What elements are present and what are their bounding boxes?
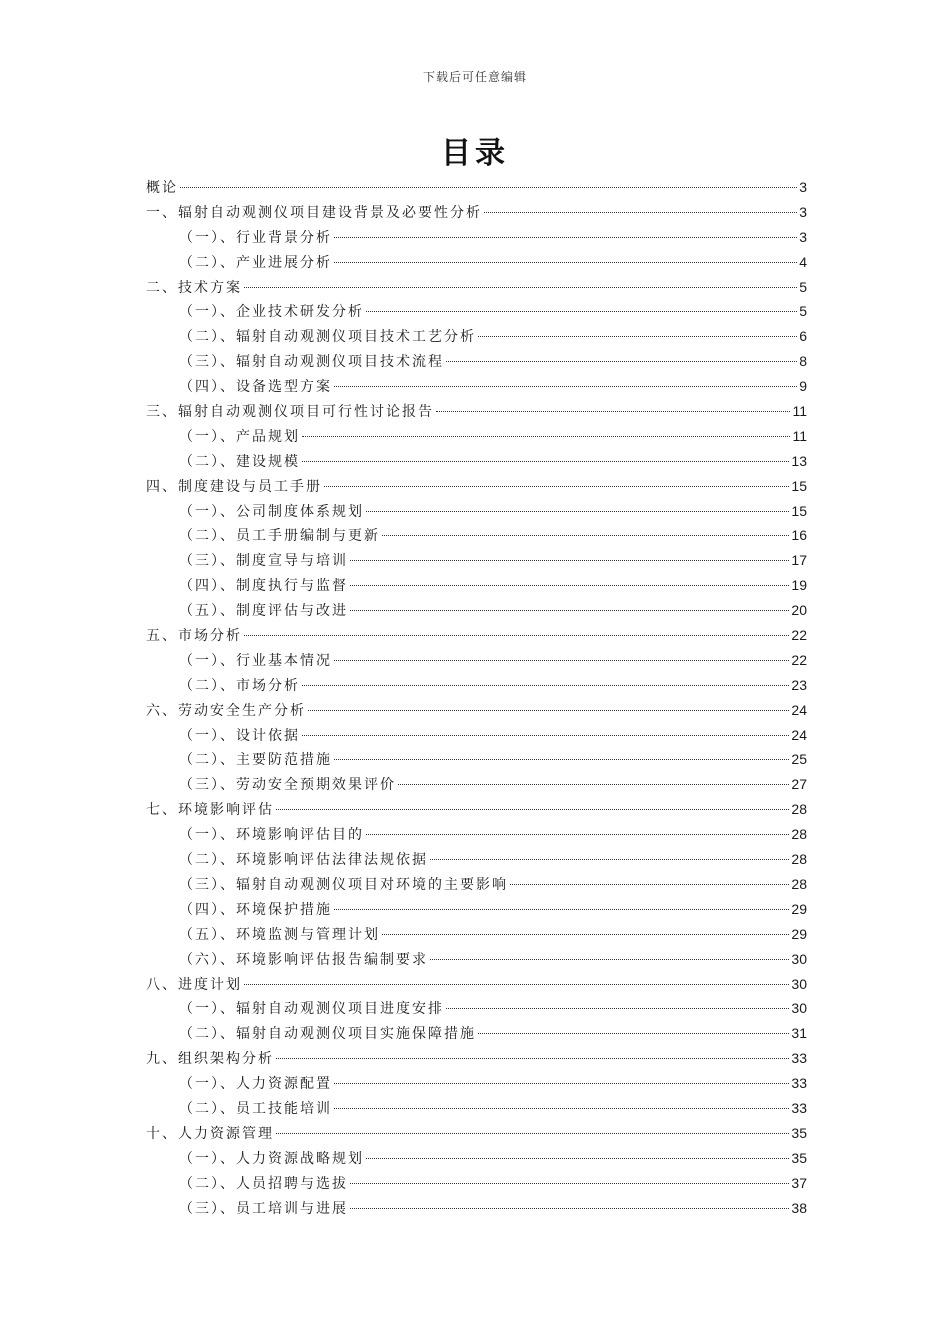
toc-page-number: 27 <box>791 776 807 793</box>
toc-dot-leader <box>334 759 789 760</box>
toc-entry-label: （一）、辐射自动观测仪项目进度安排 <box>179 1001 444 1018</box>
toc-dot-leader <box>324 486 789 487</box>
toc-dot-leader <box>276 1133 789 1134</box>
toc-page-number: 33 <box>791 1099 807 1116</box>
toc-dot-leader <box>430 959 789 960</box>
toc-chapter-entry[interactable] <box>146 1046 807 1071</box>
toc-entry-label: （二）、产业进展分析 <box>179 254 332 271</box>
toc-page-number: 8 <box>799 353 807 370</box>
toc-section-entry[interactable] <box>146 1096 807 1121</box>
toc-page-number: 28 <box>791 875 807 892</box>
toc-section-entry[interactable] <box>146 374 807 399</box>
toc-entry-label: （三）、劳动安全预期效果评价 <box>179 777 396 794</box>
toc-dot-leader <box>302 685 789 686</box>
toc-page-number: 5 <box>799 303 807 320</box>
toc-page-number: 30 <box>791 950 807 967</box>
toc-dot-leader <box>510 884 789 885</box>
toc-section-entry[interactable] <box>146 499 807 524</box>
toc-entry-label: 六、劳动安全生产分析 <box>146 702 306 719</box>
toc-section-entry[interactable] <box>146 424 807 449</box>
toc-page-number: 35 <box>791 1149 807 1166</box>
download-note: 下载后可任意编辑 <box>422 70 527 84</box>
toc-entry-label: （五）、制度评估与改进 <box>179 603 348 620</box>
toc-entry-label: （二）、主要防范措施 <box>179 752 332 769</box>
toc-page-number: 37 <box>791 1174 807 1191</box>
toc-dot-leader <box>244 984 789 985</box>
table-of-contents <box>146 175 807 1220</box>
toc-dot-leader <box>308 710 789 711</box>
toc-entry-label: 二、技术方案 <box>146 279 242 296</box>
toc-page-number: 22 <box>791 651 807 668</box>
toc-entry-label: （二）、辐射自动观测仪项目技术工艺分析 <box>179 329 476 346</box>
toc-page-number: 29 <box>791 900 807 917</box>
toc-page-number: 22 <box>791 627 807 644</box>
toc-dot-leader <box>334 1108 789 1109</box>
toc-dot-leader <box>446 1008 789 1009</box>
toc-entry-label: （三）、制度宣导与培训 <box>179 553 348 570</box>
toc-dot-leader <box>334 237 797 238</box>
toc-entry-label: （二）、辐射自动观测仪项目实施保障措施 <box>179 1026 476 1043</box>
toc-entry-label: （一）、设计依据 <box>179 727 300 744</box>
toc-dot-leader <box>180 187 797 188</box>
toc-entry-label: （四）、设备选型方案 <box>179 379 332 396</box>
toc-page-number: 20 <box>791 602 807 619</box>
toc-dot-leader <box>484 212 797 213</box>
toc-page-number: 5 <box>799 278 807 295</box>
toc-section-entry[interactable] <box>146 299 807 324</box>
toc-dot-leader <box>478 336 797 337</box>
toc-page-number: 35 <box>791 1124 807 1141</box>
toc-section-entry[interactable] <box>146 897 807 922</box>
toc-section-entry[interactable] <box>146 1196 807 1221</box>
toc-entry-label: （二）、环境影响评估法律法规依据 <box>179 852 428 869</box>
toc-page-number: 11 <box>792 427 807 444</box>
toc-page-number: 25 <box>791 751 807 768</box>
toc-section-entry[interactable] <box>146 1171 807 1196</box>
toc-section-entry[interactable] <box>146 349 807 374</box>
toc-entry-label: 八、进度计划 <box>146 976 242 993</box>
toc-section-entry[interactable] <box>146 822 807 847</box>
toc-section-entry[interactable] <box>146 723 807 748</box>
toc-dot-leader <box>276 809 789 810</box>
toc-dot-leader <box>398 784 789 785</box>
toc-dot-leader <box>302 436 790 437</box>
toc-entry-label: （五）、环境监测与管理计划 <box>179 926 380 943</box>
toc-page-number: 4 <box>799 253 807 270</box>
toc-page-number: 29 <box>791 925 807 942</box>
toc-entry-label: （一）、公司制度体系规划 <box>179 503 364 520</box>
toc-section-entry[interactable] <box>146 449 807 474</box>
toc-dot-leader <box>382 535 789 536</box>
toc-entry-label: 十、人力资源管理 <box>146 1125 274 1142</box>
toc-page-number: 17 <box>791 552 807 569</box>
toc-dot-leader <box>366 834 789 835</box>
toc-section-entry[interactable] <box>146 847 807 872</box>
toc-section-entry[interactable] <box>146 1146 807 1171</box>
toc-chapter-entry[interactable] <box>146 399 807 424</box>
toc-section-entry[interactable] <box>146 1071 807 1096</box>
toc-dot-leader <box>382 934 789 935</box>
toc-page-number: 33 <box>791 1050 807 1067</box>
toc-page-number: 3 <box>799 228 807 245</box>
toc-page-number: 28 <box>791 801 807 818</box>
toc-dot-leader <box>350 610 789 611</box>
toc-entry-label: （三）、辐射自动观测仪项目技术流程 <box>179 354 444 371</box>
toc-chapter-entry[interactable] <box>146 972 807 997</box>
toc-dot-leader <box>366 511 789 512</box>
toc-section-entry[interactable] <box>146 673 807 698</box>
toc-page-number: 15 <box>791 477 807 494</box>
toc-entry-label: （二）、市场分析 <box>179 677 300 694</box>
toc-entry-label: （一）、行业基本情况 <box>179 652 332 669</box>
toc-section-entry[interactable] <box>146 548 807 573</box>
toc-page-number: 6 <box>799 328 807 345</box>
toc-dot-leader <box>334 909 789 910</box>
toc-section-entry[interactable] <box>146 648 807 673</box>
toc-chapter-entry[interactable] <box>146 1121 807 1146</box>
toc-page-number: 9 <box>799 378 807 395</box>
toc-page-number: 3 <box>799 203 807 220</box>
toc-page-number: 38 <box>791 1199 807 1216</box>
toc-chapter-entry[interactable] <box>146 797 807 822</box>
toc-entry-label: 四、制度建设与员工手册 <box>146 478 322 495</box>
toc-dot-leader <box>366 311 797 312</box>
toc-entry-label: （二）、建设规模 <box>179 453 300 470</box>
toc-section-entry[interactable] <box>146 947 807 972</box>
toc-dot-leader <box>350 1183 789 1184</box>
toc-chapter-entry[interactable] <box>146 175 807 200</box>
toc-dot-leader <box>334 1083 789 1084</box>
toc-page-number: 11 <box>792 403 807 420</box>
toc-dot-leader <box>478 1033 789 1034</box>
toc-entry-label: 概论 <box>146 180 178 196</box>
toc-entry-label: （四）、制度执行与监督 <box>179 578 348 595</box>
toc-section-entry[interactable] <box>146 573 807 598</box>
toc-dot-leader <box>334 660 789 661</box>
toc-entry-label: （二）、员工技能培训 <box>179 1100 332 1117</box>
toc-entry-label: （二）、人员招聘与选拔 <box>179 1175 348 1192</box>
toc-dot-leader <box>302 461 789 462</box>
toc-entry-label: （一）、行业背景分析 <box>179 229 332 246</box>
toc-page-number: 19 <box>791 577 807 594</box>
toc-dot-leader <box>430 859 789 860</box>
toc-entry-label: 五、市场分析 <box>146 628 242 645</box>
toc-dot-leader <box>302 735 789 736</box>
toc-page-number: 30 <box>791 1000 807 1017</box>
toc-entry-label: （三）、员工培训与进展 <box>179 1200 348 1217</box>
toc-section-entry[interactable] <box>146 996 807 1021</box>
toc-page-number: 31 <box>791 1025 807 1042</box>
toc-entry-label: （六）、环境影响评估报告编制要求 <box>179 951 428 968</box>
toc-page-number: 13 <box>791 452 807 469</box>
toc-chapter-entry[interactable] <box>146 200 807 225</box>
toc-dot-leader <box>350 1208 789 1209</box>
toc-dot-leader <box>334 262 797 263</box>
toc-dot-leader <box>366 1158 789 1159</box>
toc-section-entry[interactable] <box>146 250 807 275</box>
toc-chapter-entry[interactable] <box>146 275 807 300</box>
toc-section-entry[interactable] <box>146 747 807 772</box>
toc-entry-label: 九、组织架构分析 <box>146 1051 274 1068</box>
toc-section-entry[interactable] <box>146 872 807 897</box>
toc-entry-label: （四）、环境保护措施 <box>179 901 332 918</box>
toc-dot-leader <box>350 585 789 586</box>
toc-entry-label: （三）、辐射自动观测仪项目对环境的主要影响 <box>179 876 508 893</box>
toc-page-number: 24 <box>791 701 807 718</box>
toc-entry-label: 七、环境影响评估 <box>146 802 274 819</box>
toc-page-number: 23 <box>791 676 807 693</box>
toc-dot-leader <box>350 560 789 561</box>
toc-section-entry[interactable] <box>146 772 807 797</box>
toc-entry-label: （一）、企业技术研发分析 <box>179 304 364 321</box>
toc-section-entry[interactable] <box>146 1021 807 1046</box>
toc-entry-label: （一）、环境影响评估目的 <box>179 827 364 844</box>
toc-page-number: 3 <box>799 179 807 195</box>
toc-section-entry[interactable] <box>146 598 807 623</box>
toc-section-entry[interactable] <box>146 922 807 947</box>
toc-entry-label: （一）、人力资源配置 <box>179 1076 332 1093</box>
toc-dot-leader <box>276 1058 789 1059</box>
toc-entry-label: 三、辐射自动观测仪项目可行性讨论报告 <box>146 404 434 421</box>
toc-page-number: 24 <box>791 726 807 743</box>
toc-dot-leader <box>334 386 797 387</box>
toc-dot-leader <box>244 635 789 636</box>
toc-entry-label: （二）、员工手册编制与更新 <box>179 528 380 545</box>
toc-page-number: 30 <box>791 975 807 992</box>
toc-dot-leader <box>436 411 790 412</box>
toc-chapter-entry[interactable] <box>146 474 807 499</box>
toc-entry-label: （一）、人力资源战略规划 <box>179 1150 364 1167</box>
toc-title: 目录 <box>441 136 509 171</box>
toc-page-number: 28 <box>791 851 807 868</box>
toc-section-entry[interactable] <box>146 523 807 548</box>
toc-chapter-entry[interactable] <box>146 623 807 648</box>
toc-page-number: 33 <box>791 1075 807 1092</box>
toc-dot-leader <box>244 287 797 288</box>
toc-section-entry[interactable] <box>146 324 807 349</box>
toc-page-number: 15 <box>791 502 807 519</box>
toc-entry-label: 一、辐射自动观测仪项目建设背景及必要性分析 <box>146 204 482 221</box>
toc-entry-label: （一）、产品规划 <box>179 428 300 445</box>
toc-page-number: 16 <box>791 527 807 544</box>
toc-chapter-entry[interactable] <box>146 698 807 723</box>
toc-section-entry[interactable] <box>146 225 807 250</box>
toc-dot-leader <box>446 361 797 362</box>
toc-page-number: 28 <box>791 826 807 843</box>
